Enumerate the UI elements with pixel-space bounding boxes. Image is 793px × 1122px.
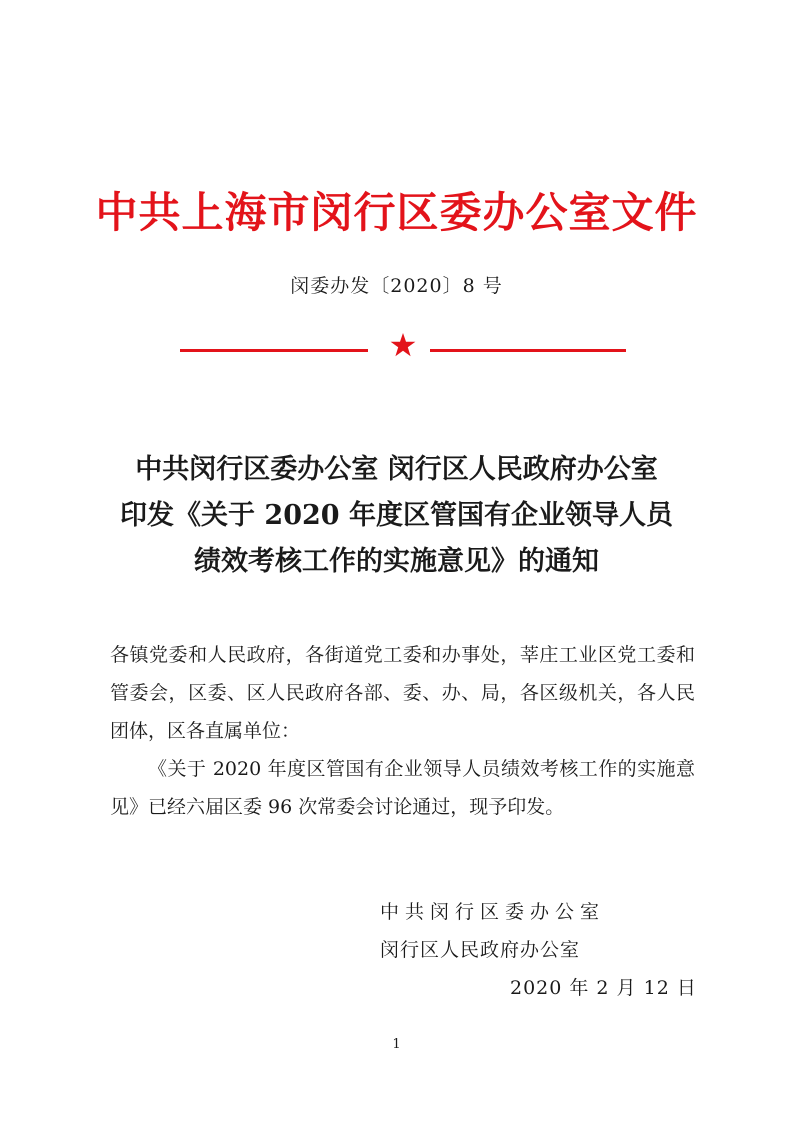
recipients-paragraph: 各镇党委和人民政府，各街道党工委和办事处，莘庄工业区党工委和管委会，区委、区人民政府各部、委、办、局，各区级机关，各人民团体，区各直属单位： <box>110 644 695 742</box>
signature-block <box>380 893 697 999</box>
page-number: 1 <box>392 1037 401 1052</box>
signature-org-party: 中共闵行区委办公室 <box>380 901 606 923</box>
notice-title-line: 中共闵行区委办公室 闵行区人民政府办公室 <box>135 454 658 485</box>
document-header-title: 中共上海市闵行区委办公室文件 <box>95 188 698 237</box>
divider-line-left <box>180 349 368 352</box>
document-number: 闵委办发〔2020〕8 号 <box>290 275 503 297</box>
notice-title <box>0 447 793 585</box>
notice-title-line: 印发《关于 2020 年度区管国有企业领导人员 <box>120 500 673 531</box>
notice-title-line: 绩效考核工作的实施意见》的通知 <box>194 546 599 577</box>
body-paragraph: 《关于 2020 年度区管国有企业领导人员绩效考核工作的实施意见》已经六届区委 96 次常委会讨论通过，现予印发。 <box>110 758 695 818</box>
divider-line-right <box>430 349 626 352</box>
red-star-icon <box>390 332 416 358</box>
signature-date: 2020 年 2 月 12 日 <box>510 977 697 999</box>
document-body <box>110 636 695 826</box>
signature-org-government: 闵行区人民政府办公室 <box>380 939 581 961</box>
